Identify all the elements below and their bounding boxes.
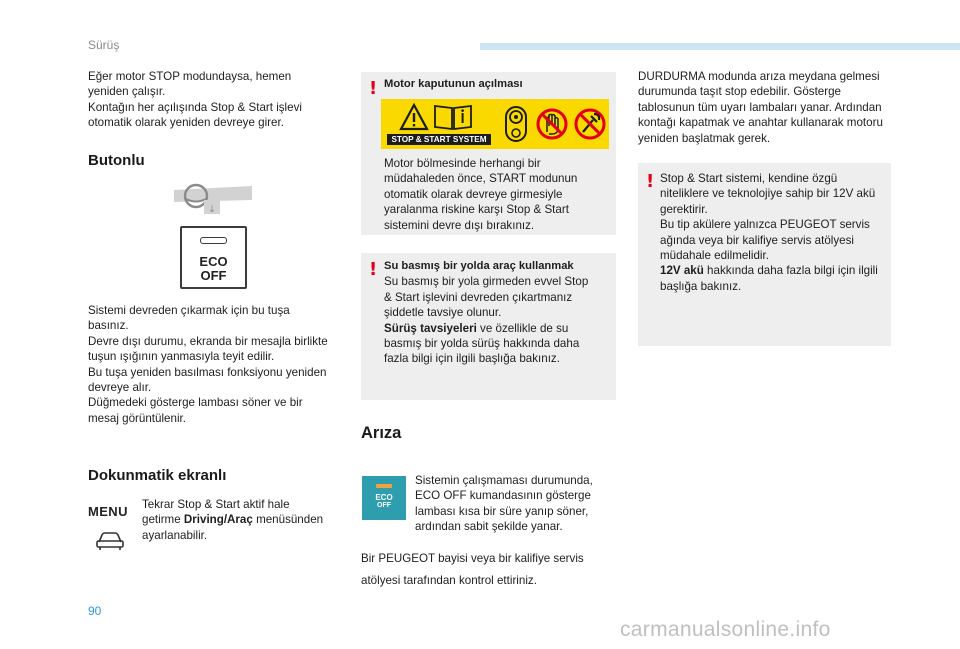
text-line: müdahaleden önce, START modunun (384, 172, 578, 186)
text-line: sistemini devre dışı bırakınız. (384, 218, 535, 232)
belt-pulley-icon (503, 104, 529, 144)
car-icon (95, 529, 125, 551)
text-span: hakkında daha fazla bilgi için ilgili (703, 264, 878, 278)
text-line: Bu tuşa yeniden basılması fonksiyonu yeniden (88, 365, 327, 379)
menu-path: Driving/Araç (183, 513, 253, 527)
eco-off-button[interactable] (180, 226, 247, 289)
warning-mark: ! (646, 171, 655, 192)
text-line: otomatik olarak devreye girmesiyle (384, 187, 563, 201)
text-line: kontağı kapatmak ve anahtar kullanarak motoru (638, 116, 883, 130)
text-line: Sistemin çalışmaması durumunda, (415, 474, 593, 487)
battery-warning-panel (638, 163, 891, 346)
no-tool-icon (573, 106, 607, 142)
text-line: devreye alır. (88, 381, 152, 395)
text-line (384, 321, 612, 336)
text-line: Devre dışı durumu, ekranda bir mesajla birlikte (88, 334, 328, 348)
text-line (660, 263, 888, 278)
hood-title: Motor kaputunun açılması (384, 78, 523, 90)
flood-title: Su basmış bir yolda araç kullanmak (384, 260, 574, 272)
eco-label: ECO (375, 493, 393, 502)
off-label: OFF (200, 268, 227, 283)
text-span: menüsünden (252, 513, 324, 527)
stop-start-system-label: STOP & START SYSTEM (387, 134, 491, 145)
fault-service-text (361, 548, 616, 592)
no-hand-icon (535, 106, 569, 142)
text-span: getirme (142, 513, 184, 527)
fault-description (415, 473, 615, 535)
eco-indicator-lamp (200, 237, 227, 244)
text-line: şiddetle tavsiye olunur. (384, 306, 502, 320)
indicator-lamp (376, 484, 392, 488)
text-line: fazla bilgi için ilgili başlığa bakınız. (384, 352, 560, 366)
intro-line: yeniden çalışır. (88, 85, 166, 99)
touchscreen-description (142, 497, 342, 543)
text-line: Düğmedeki gösterge lambası söner ve bir (88, 396, 303, 410)
stop-start-warning-label (381, 99, 609, 149)
warning-triangle-icon (399, 103, 429, 131)
manual-book-icon (433, 103, 473, 131)
text-line: ayarlanabilir. (142, 528, 208, 542)
button-description (88, 303, 348, 426)
text-line: Sistemi devreden çıkarmak için bu tuşa (88, 304, 290, 317)
intro-paragraph (88, 69, 343, 131)
reference-title: Sürüş tavsiyeleri (384, 321, 477, 335)
text-line: basmış bir yolda sürüş hakkında daha (384, 337, 580, 351)
text-line: başlığa bakınız. (660, 279, 742, 293)
text-line: ECO OFF kumandasının gösterge (415, 489, 591, 503)
text-line: & Start işlevini devreden çıkartmanız (384, 290, 573, 304)
text-line: mesaj görüntülenir. (88, 411, 186, 425)
warning-mark: ! (369, 78, 378, 99)
text-line: atölyesi tarafından kontrol ettiriniz. (361, 574, 537, 587)
text-line: Bu tip akülere yalnızca PEUGEOT servis (660, 218, 870, 232)
text-line: tuşun ışığının yanmasıyla teyit edilir. (88, 350, 275, 364)
text-line (142, 512, 342, 527)
text-line: yaralanma riskine karşı Stop & Start (384, 203, 569, 217)
text-line: gerektirir. (660, 202, 708, 216)
text-line: Bir PEUGEOT bayisi veya bir kalifiye servis (361, 552, 584, 565)
svg-text:↓: ↓ (208, 205, 216, 215)
text-line: ağında veya bir kalifiye servis atölyesi (660, 233, 854, 247)
text-line: ardından sabit şekilde yanar. (415, 520, 563, 534)
text-span: ve özellikle de su (476, 321, 569, 335)
text-line: yeniden başlatmak gerek. (638, 131, 771, 145)
stop-mode-fault-text (638, 69, 898, 146)
eco-off-indicator-icon (362, 476, 406, 520)
page-number: 90 (88, 604, 102, 618)
text-line: durumunda taşıt stop edebilir. Gösterge (638, 85, 842, 99)
menu-label[interactable]: MENU (88, 504, 128, 519)
intro-line: Kontağın her açılışında Stop & Start işlevi (88, 100, 302, 114)
text-line: niteliklere ve teknolojiye sahip bir 12V akü (660, 187, 876, 201)
fault-heading: Arıza (361, 424, 402, 442)
intro-line: Eğer motor STOP modundaysa, hemen (88, 70, 292, 83)
text-line: Motor bölmesinde herhangi bir (384, 157, 541, 170)
text-line: DURDURMA modunda arıza meydana gelmesi (638, 70, 880, 83)
battery-warning-text (660, 171, 888, 294)
flood-warning-text (384, 259, 612, 367)
text-line: basınız. (88, 319, 129, 333)
text-line: Stop & Start sistemi, kendine özgü (660, 172, 838, 185)
intro-line: otomatik olarak yeniden devreye girer. (88, 116, 284, 130)
watermark: carmanualsonline.info (620, 618, 831, 641)
hood-warning-panel (361, 72, 616, 235)
text-line: lambası kısa bir süre yanıp söner, (415, 504, 589, 518)
text-line: Su basmış bir yola girmeden evvel Stop (384, 275, 589, 289)
text-line: müdahale edilmelidir. (660, 249, 769, 263)
button-heading: Butonlu (88, 152, 145, 169)
hood-warning-text (384, 156, 609, 233)
warning-mark: ! (369, 259, 378, 280)
section-title: Sürüş (88, 38, 120, 52)
reference-title: 12V akü (660, 264, 704, 278)
touchscreen-heading: Dokunmatik ekranlı (88, 467, 227, 484)
header-bar (480, 43, 960, 50)
off-label: OFF (377, 502, 391, 509)
text-line: tablosunun tüm uyarı lambaları yanar. Ardından (638, 100, 882, 114)
flood-warning-panel (361, 253, 616, 400)
dashboard-steering-icon (168, 180, 264, 220)
eco-label: ECO (199, 254, 228, 269)
text-line: Tekrar Stop & Start aktif hale (142, 498, 290, 511)
